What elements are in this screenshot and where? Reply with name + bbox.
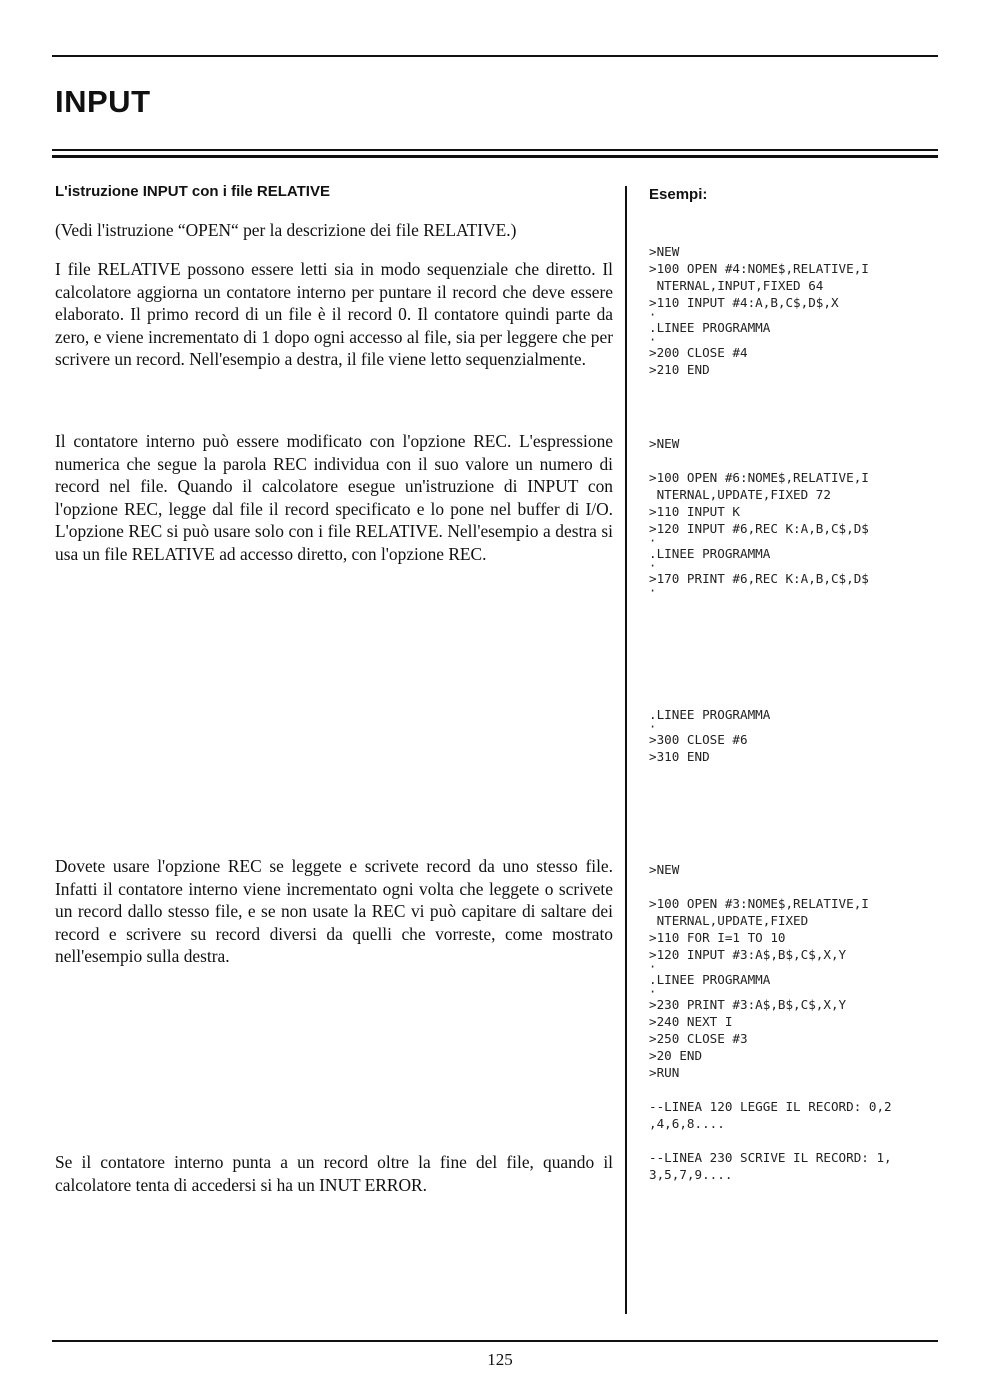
code-example-3: [649, 861, 949, 1183]
continuation-dot: ·: [649, 534, 657, 548]
top-rule: [52, 55, 938, 57]
section-subheading: L'istruzione INPUT con i file RELATIVE: [55, 183, 330, 200]
code-line: >110 INPUT K: [649, 504, 740, 519]
code-line: NTERNAL,INPUT,FIXED 64: [649, 278, 824, 293]
code-output-line: --LINEA 120 LEGGE IL RECORD: 0,2: [649, 1099, 892, 1114]
code-line: >250 CLOSE #3: [649, 1031, 748, 1046]
code-example-1: [649, 243, 949, 378]
code-line: .LINEE PROGRAMMA: [649, 320, 771, 335]
code-output-line: --LINEA 230 SCRIVE IL RECORD: 1,: [649, 1150, 892, 1165]
code-example-2: [649, 435, 949, 598]
code-line: >RUN: [649, 1065, 680, 1080]
footer-rule: [52, 1340, 938, 1342]
code-line: >240 NEXT I: [649, 1014, 733, 1029]
code-line: >300 CLOSE #6: [649, 732, 748, 747]
code-line: >NEW: [649, 244, 680, 259]
code-line: .LINEE PROGRAMMA: [649, 707, 771, 722]
code-line: >120 INPUT #3:A$,B$,C$,X,Y: [649, 947, 847, 962]
code-line: >110 INPUT #4:A,B,C$,D$,X: [649, 295, 839, 310]
code-line: >210 END: [649, 362, 710, 377]
code-line: >NEW: [649, 436, 680, 451]
continuation-dot: ·: [649, 333, 657, 347]
continuation-dot: ·: [649, 559, 657, 573]
continuation-dot: ·: [649, 308, 657, 322]
code-line: NTERNAL,UPDATE,FIXED: [649, 913, 809, 928]
code-line: >100 OPEN #3:NOME$,RELATIVE,I: [649, 896, 869, 911]
column-divider: [625, 186, 627, 1314]
code-line: >120 INPUT #6,REC K:A,B,C$,D$: [649, 521, 869, 536]
code-line: >NEW: [649, 862, 680, 877]
paragraph-open-reference: (Vedi l'istruzione “OPEN“ per la descrizione dei file RELATIVE.): [55, 220, 517, 240]
header-rule-thin: [52, 149, 938, 151]
paragraph-rec-option: Il contatore interno può essere modificato con l'opzione REC. L'espressione numerica che segue la parola REC individua con il suo valore un numero di record nel file. Quando il calcolatore esegue un'istruzione di INPUT con l'opzione REC, legge dal file il record specificato e lo pone nel buffer di I/O. L'opzione REC si può usare solo con i file RELATIVE. Nell'esempio a destra si usa un file RELATIVE ad accesso diretto, con l'opzione REC.: [55, 431, 613, 564]
continuation-dot: ·: [649, 960, 657, 974]
page-number: 125: [487, 1350, 513, 1369]
code-line: >100 OPEN #4:NOME$,RELATIVE,I: [649, 261, 869, 276]
code-example-2-continued: [649, 706, 949, 765]
header-rule-thick: [52, 155, 938, 158]
code-line: >20 END: [649, 1048, 703, 1063]
code-line: .LINEE PROGRAMMA: [649, 972, 771, 987]
code-line: >100 OPEN #6:NOME$,RELATIVE,I: [649, 470, 869, 485]
code-line: >170 PRINT #6,REC K:A,B,C$,D$: [649, 571, 869, 586]
paragraph-input-error: Se il contatore interno punta a un record oltre la fine del file, quando il calcolatore tenta di accedersi si ha un INUT ERROR.: [55, 1152, 613, 1195]
code-output-line: ,4,6,8....: [649, 1116, 725, 1131]
code-line: >200 CLOSE #4: [649, 345, 748, 360]
continuation-dot: ·: [649, 985, 657, 999]
page-title: INPUT: [55, 84, 151, 119]
code-output-line: 3,5,7,9....: [649, 1167, 733, 1182]
code-line: >230 PRINT #3:A$,B$,C$,X,Y: [649, 997, 847, 1012]
examples-heading: Esempi:: [649, 186, 708, 203]
paragraph-sequential-access: I file RELATIVE possono essere letti sia in modo sequenziale che diretto. Il calcolatore aggiorna un contatore interno per puntare il record che deve essere elaborato. Il primo record di un file è il record 0. Il contatore quindi parte da zero, e viene incrementato di 1 dopo ogni accesso al file, sia per leggere che per scrivere un record. Nell'esempio a destra, il file viene letto sequenzialmente.: [55, 259, 613, 369]
code-line: >310 END: [649, 749, 710, 764]
continuation-dot: ·: [649, 720, 657, 734]
paragraph-read-write-same-file: Dovete usare l'opzione REC se leggete e scrivete record da uno stesso file. Infatti il contatore interno viene incrementato ogni volta che leggete o scrivete un record dallo stesso file, e se non usate la REC vi può capitare di saltare dei record e scrivere su record diversi da quelli che vorreste, come mostrato nell'esempio sulla destra.: [55, 856, 613, 966]
code-line: .LINEE PROGRAMMA: [649, 546, 771, 561]
code-line: NTERNAL,UPDATE,FIXED 72: [649, 487, 831, 502]
continuation-dot: ·: [649, 584, 657, 598]
code-line: >110 FOR I=1 TO 10: [649, 930, 786, 945]
